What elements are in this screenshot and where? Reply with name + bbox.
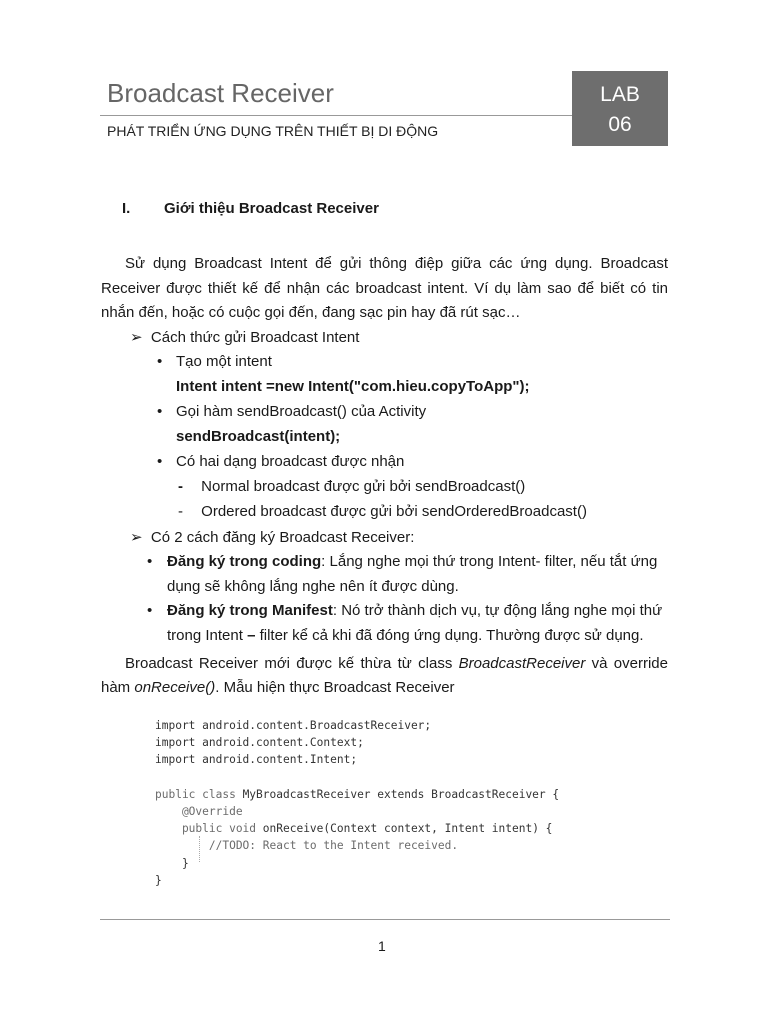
outro-text: . Mẫu hiện thực Broadcast Receiver [215, 679, 455, 696]
intent-code-text: Intent intent =new Intent("com.hieu.copyToApp"); [176, 378, 530, 395]
dot-bullet-icon: • [147, 553, 153, 570]
manifest-text-part: filter kể cả khi đã đóng ứng dụng. Thường được sử dụng. [255, 627, 644, 644]
dot-bullet-icon: • [157, 403, 163, 420]
intro-paragraph [101, 252, 668, 326]
send-code-text: sendBroadcast(intent); [176, 428, 341, 445]
send-heading: Cách thức gửi Broadcast Intent [150, 329, 360, 346]
ordered-broadcast-text: Ordered broadcast được gửi bởi sendOrderedBroadcast() [201, 503, 587, 520]
dot-bullet-icon: • [147, 602, 153, 619]
lab-label: LAB [600, 83, 640, 106]
list-item [155, 353, 272, 370]
code-line: } [155, 873, 162, 887]
normal-broadcast-text: Normal broadcast được gửi bởi sendBroadcast() [201, 478, 526, 495]
list-item [130, 528, 414, 546]
list-item-continuation: dụng sẽ không lắng nghe nên ít được dùng. [167, 578, 459, 595]
outro-text: hàm [101, 679, 135, 696]
call-method-text: Gọi hàm sendBroadcast() của Activity [176, 403, 427, 420]
outro-paragraph-line2 [101, 676, 455, 701]
intro-text: Sử dụng Broadcast Intent để gửi thông điệp giữa các ứng dụng. Broadcast Receiver được thiết kế để nhận các broadcast intent. Ví dụ làm sao để biết có tin nhắn đến, hoặc có cuộc gọi đến, đang sạc pin hay đã rút sạc… [101, 255, 668, 321]
code-line: onReceive(Context context, Intent intent) { [262, 822, 553, 836]
coding-text: : Lắng nghe mọi thứ trong Intent- filter, nếu tắt ứng [321, 553, 658, 570]
manifest-label: Đăng ký trong Manifest [167, 602, 333, 619]
code-line: MyBroadcastReceiver extends BroadcastReceiver { [242, 787, 560, 801]
lab-number: 06 [608, 113, 632, 136]
code-line: import android.content.Context; [155, 736, 364, 750]
manifest-text-part: trong Intent [167, 627, 248, 644]
code-comment: //TODO: React to the Intent received. [155, 839, 459, 853]
code-snippet [176, 428, 340, 445]
header-divider [100, 115, 572, 116]
document-title: Broadcast Receiver [107, 78, 334, 108]
arrow-bullet-icon: ➢ [130, 529, 143, 546]
class-name: BroadcastReceiver [458, 655, 586, 672]
code-snippet [176, 378, 530, 395]
code-keyword: public class [155, 787, 243, 801]
list-item-continuation [167, 627, 644, 644]
dot-bullet-icon: • [157, 353, 163, 370]
dash-bullet-icon: - [178, 503, 183, 520]
register-heading: Có 2 cách đăng ký Broadcast Receiver: [150, 529, 415, 546]
list-item [178, 503, 587, 520]
dash-bullet-icon: - [178, 478, 183, 495]
list-item [130, 328, 359, 346]
outro-text: Broadcast Receiver mới được kế thừa từ class [125, 655, 459, 672]
dot-bullet-icon: • [157, 453, 163, 470]
indent-guide [199, 836, 200, 862]
manifest-dash: – [247, 627, 256, 644]
outro-paragraph [101, 652, 668, 677]
list-item [145, 553, 657, 570]
code-line: @Override [155, 805, 243, 819]
create-intent-text: Tạo một intent [176, 353, 272, 370]
code-line: } [155, 856, 189, 870]
document-subtitle: PHÁT TRIỂN ỨNG DỤNG TRÊN THIẾT BỊ DI ĐỘNG [107, 123, 439, 139]
two-types-text: Có hai dạng broadcast được nhận [176, 453, 405, 470]
list-item [155, 453, 404, 470]
manifest-text: : Nó trở thành dịch vụ, tự động lắng nghe mọi thứ [332, 602, 663, 619]
section-title: Giới thiệu Broadcast Receiver [164, 200, 379, 217]
page-number: 1 [378, 938, 386, 954]
outro-text: và override [585, 655, 668, 672]
coding-label: Đăng ký trong coding [167, 553, 322, 570]
code-sample [155, 717, 559, 889]
list-item [178, 478, 525, 495]
section-number: I. [122, 200, 131, 217]
list-item [155, 403, 426, 420]
arrow-bullet-icon: ➢ [130, 329, 143, 346]
method-name: onReceive() [134, 679, 216, 696]
code-line: import android.content.BroadcastReceiver; [155, 719, 432, 732]
footer-divider [100, 919, 670, 920]
code-keyword: public void [155, 822, 263, 836]
lab-badge [572, 71, 668, 146]
code-line: import android.content.Intent; [155, 753, 358, 767]
list-item [145, 602, 662, 619]
section-heading [122, 200, 379, 217]
